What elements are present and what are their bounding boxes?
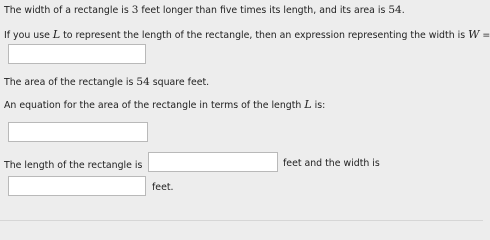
length-variable-2: L (304, 98, 312, 111)
prompt-text-a: If you use (4, 30, 53, 41)
width-offset-value: 3 (131, 4, 139, 16)
statement-text-c: . (401, 5, 405, 16)
area-statement (4, 76, 209, 88)
bottom-divider (0, 220, 483, 221)
statement-text-b: feet longer than five times its length, and its area is (138, 5, 389, 16)
length-value-input[interactable] (148, 152, 278, 172)
area-equation-prompt (4, 98, 325, 111)
area-equation-input[interactable] (8, 122, 148, 142)
width-expression-input[interactable] (8, 44, 146, 64)
area-text-a: The area of the rectangle is (4, 77, 137, 88)
area-text-b: square feet. (149, 77, 210, 88)
width-variable: W (468, 28, 480, 41)
statement-text-a: The width of a rectangle is (4, 5, 132, 16)
problem-statement (4, 4, 405, 16)
dimensions-prompt-text: The length of the rectangle is (4, 160, 143, 171)
feet-unit-label: feet. (152, 182, 174, 193)
width-value-input[interactable] (8, 176, 146, 196)
width-expression-prompt (4, 28, 490, 41)
area-number: 54 (136, 76, 150, 88)
equals-sign: = (479, 30, 490, 41)
dimensions-prompt-mid: feet and the width is (283, 158, 380, 169)
equation-text-b: is: (311, 100, 326, 111)
equation-text-a: An equation for the area of the rectangle in terms of the length (4, 100, 305, 111)
length-variable: L (52, 28, 61, 41)
prompt-text-b: to represent the length of the rectangle, then an expression representing the width is (60, 30, 469, 41)
area-value: 54 (388, 4, 402, 16)
